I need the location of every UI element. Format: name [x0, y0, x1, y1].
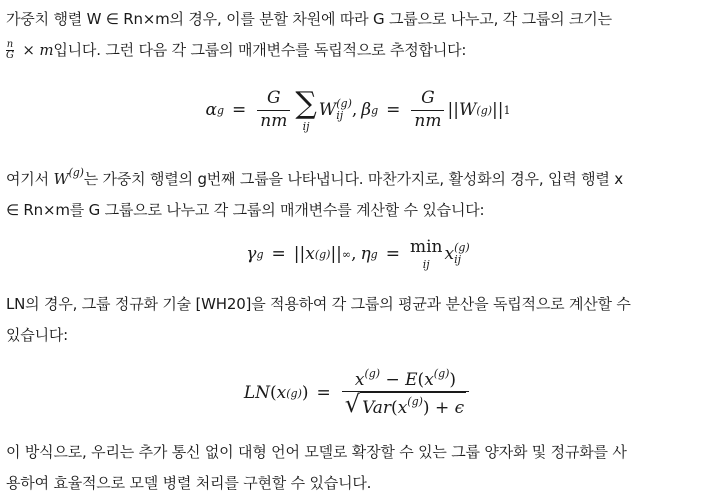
summation [295, 85, 317, 133]
E-symbol: E [405, 369, 418, 390]
subscript-ij: ij [336, 109, 344, 122]
superscript-g: (g) [476, 103, 493, 117]
gamma-symbol: γ [246, 244, 257, 264]
norm-open: || [447, 100, 459, 120]
fraction-numerator: n [6, 38, 14, 50]
paragraph-layernorm [6, 289, 708, 351]
equation-activation-stats: γ g = || x (g) || ∞ , η g = min ij x (g) ij [246, 237, 470, 271]
sum-sign: ∑ [295, 85, 317, 121]
superscript-g: (g) [286, 386, 302, 400]
paragraph-text: 는 가중치 행렬의 g번째 그룹을 나타냅니다. 마찬가지로, 활성화의 경우, 입력 행렬 x [83, 170, 623, 188]
plus-sign: + [434, 398, 450, 418]
fraction-denominator: G [6, 50, 14, 61]
subscript-ij: ij [454, 253, 462, 266]
sum-index: ij [302, 119, 310, 133]
layernorm-fraction [342, 367, 469, 420]
x-symbol: x [305, 244, 315, 264]
equation-weight-stats: α g = $\frac{G}{nm}$ ∑ ij W (g) ij , β g = $\frac{G}{nm}$ || W (g) || 1 [205, 85, 511, 133]
numerator: G [421, 88, 435, 109]
alpha-symbol: α [205, 100, 217, 120]
LN-symbol: LN [243, 383, 271, 403]
superscript-g: (g) [364, 366, 381, 380]
eta-symbol: η [360, 244, 371, 264]
paragraph-conclusion [6, 437, 708, 499]
min-label: min [409, 237, 443, 258]
numerator: $x^{(g)} - E(x^{(g)})$ [354, 366, 457, 390]
numerator: G [266, 88, 281, 109]
paragraph-text: 여기서 [6, 170, 54, 188]
W-symbol: W [458, 100, 477, 120]
denominator: nm [260, 110, 288, 131]
paragraph-line: 가중치 행렬 W ∈ Rn×m의 경우, 이를 분할 차원에 따라 G 그룹으로 나누고, 각 그룹의 크기는 [6, 10, 612, 28]
superscript-g: (g) [336, 96, 352, 110]
x-symbol: x [424, 369, 434, 390]
paragraph-weight-grouping [6, 4, 708, 66]
x-symbol: x [397, 398, 408, 418]
superscript-g: (g) [68, 166, 84, 179]
subscript-g: g [370, 247, 378, 261]
denominator [342, 392, 469, 419]
times-symbol: × [17, 41, 40, 59]
paragraph-text: 입니다. 그런 다음 각 그룹의 매개변수를 독립적으로 추정합니다: [53, 41, 467, 59]
x-indices [454, 242, 470, 266]
paragraph-line: 용하여 효율적으로 모델 병렬 처리를 구현할 수 있습니다. [6, 474, 372, 492]
min-index: ij [422, 257, 430, 271]
subscript-g: g [256, 247, 264, 261]
paragraph-line: 이 방식으로, 우리는 추가 통신 없이 대형 언어 모델로 확장할 수 있는 그룹 양자화 및 정규화를 사 [6, 443, 627, 461]
subscript-g: g [216, 103, 224, 117]
square-root: √ $Var(x^{(g)}) + \epsilon$ [344, 390, 465, 418]
fraction-G-over-nm [257, 88, 290, 132]
norm-close: || [492, 100, 504, 120]
beta-symbol: β [361, 100, 372, 120]
subscript-g: g [371, 103, 379, 117]
paragraph-line: LN의 경우, 그룹 정규화 기술 [WH20]을 적용하여 각 그룹의 평균과 분산을 독립적으로 계산할 수 [6, 295, 631, 313]
paragraph-line: 있습니다: [6, 326, 69, 344]
superscript-g: (g) [454, 240, 470, 254]
equation-layernorm: LN ( x (g) ) = $x^{(g)} - E(x^{(g)})$ √ $Var(x^{(g)}) + \epsilon$ [0, 362, 716, 424]
superscript-g: (g) [314, 247, 331, 261]
subscript-1: 1 [503, 103, 511, 117]
x-symbol: x [444, 244, 455, 264]
Var-symbol: Var [362, 398, 392, 418]
paragraph-activation-grouping [6, 157, 708, 226]
superscript-g: (g) [433, 366, 450, 380]
x-symbol: x [276, 383, 287, 403]
subscript-infinity: ∞ [341, 247, 352, 261]
paragraph-line: ∈ Rn×m를 G 그룹으로 나누고 각 그룹의 매개변수를 계산할 수 있습니다: [6, 201, 485, 219]
paragraph-line [6, 35, 708, 66]
epsilon-symbol: ϵ [454, 398, 465, 418]
W-symbol: W [318, 100, 337, 120]
math-m: m [39, 41, 54, 59]
min-operator [410, 238, 443, 270]
paragraph-line [6, 157, 708, 195]
minus-sign: − [385, 369, 400, 390]
W-indices [336, 98, 352, 122]
denominator: nm [414, 110, 442, 131]
fraction-G-over-nm [411, 88, 444, 132]
group-size-fraction [6, 40, 14, 62]
W-symbol: W [53, 170, 69, 188]
x-symbol: x [354, 369, 365, 390]
superscript-g: (g) [407, 395, 423, 408]
